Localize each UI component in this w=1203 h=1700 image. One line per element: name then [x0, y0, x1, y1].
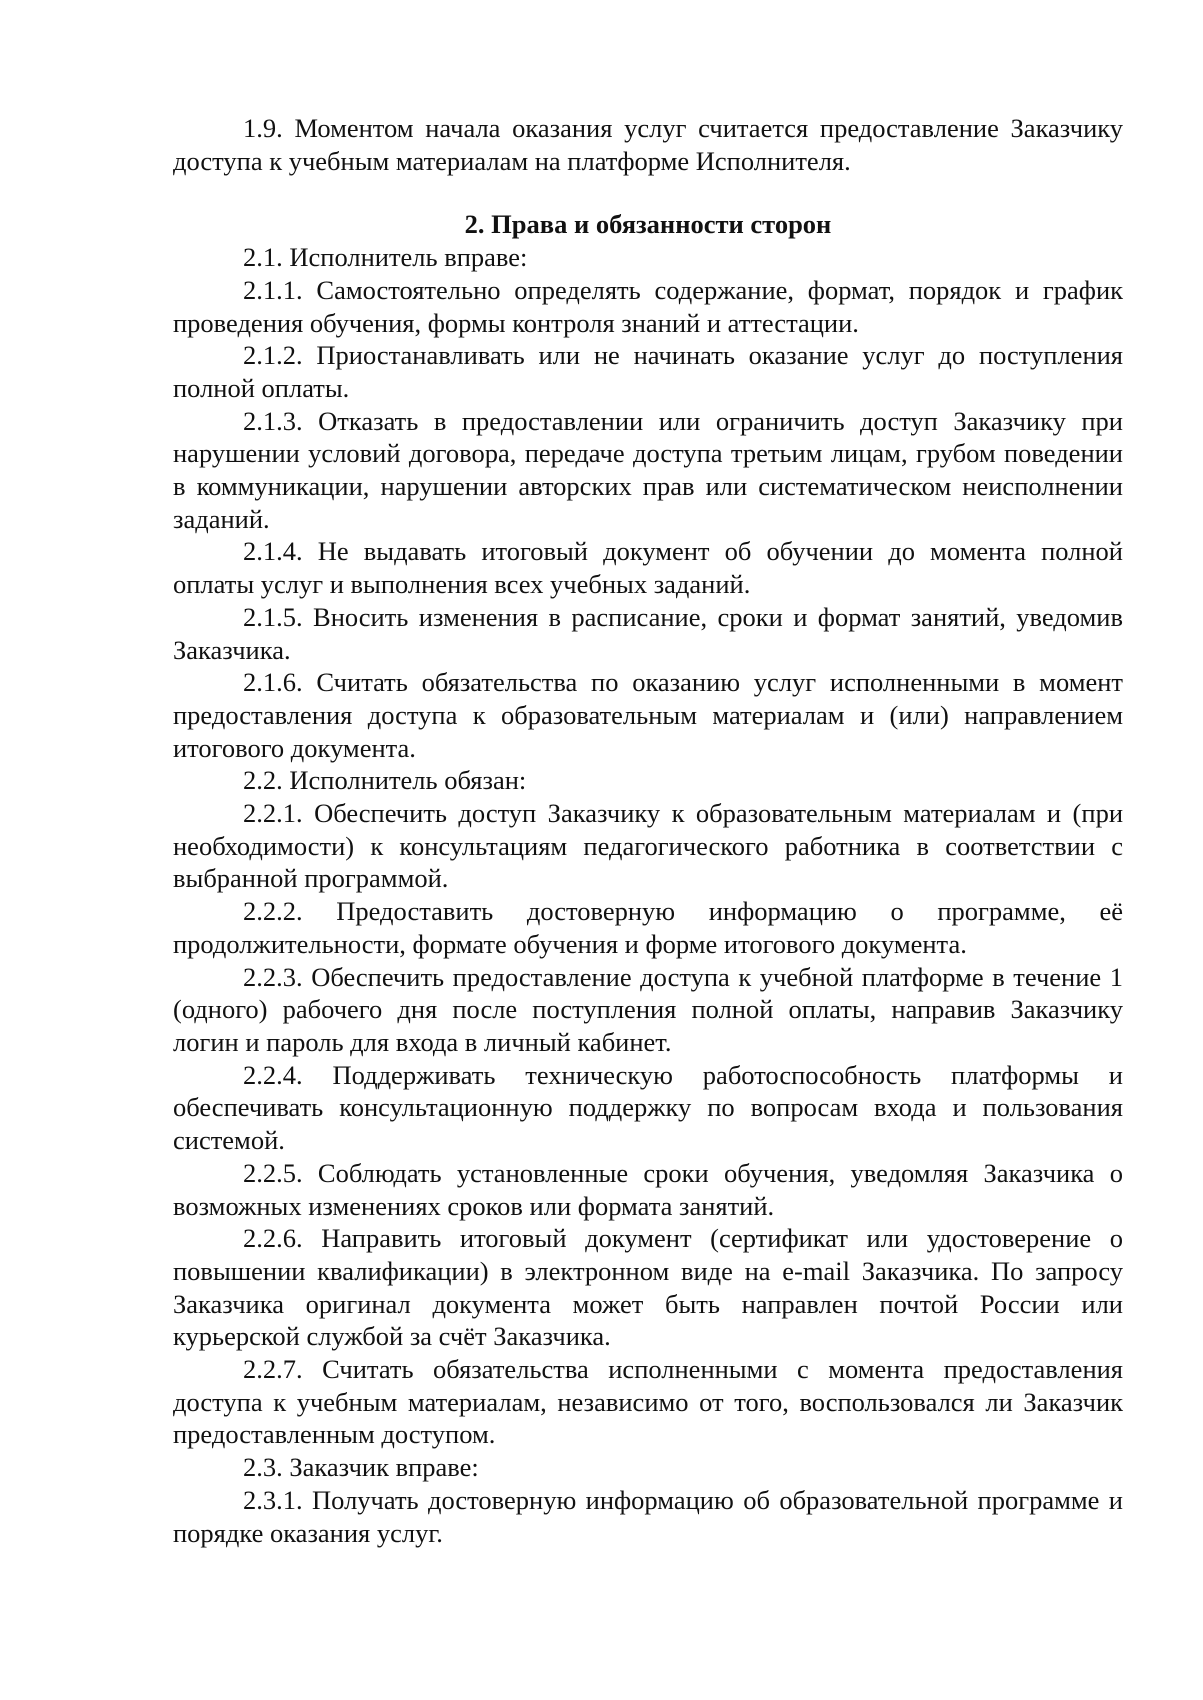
document-page	[173, 112, 1123, 1549]
clause-2-1-5: 2.1.5. Вносить изменения в расписание, сроки и формат занятий, уведомив Заказчика.	[173, 601, 1123, 665]
clause-2-2: 2.2. Исполнитель обязан:	[243, 765, 527, 796]
section-title: 2. Права и обязанности сторон	[464, 209, 832, 240]
clause-2-1-3: 2.1.3. Отказать в предоставлении или ограничить доступ Заказчику при нарушении условий договора, передаче доступа третьим лицам, грубом поведении в коммуникации, нарушении авторских прав или систематическом неисполнении заданий.	[173, 405, 1123, 534]
clause-2-3-1: 2.3.1. Получать достоверную информацию об образовательной программе и порядке оказания услуг.	[173, 1484, 1123, 1548]
clause-2-1: 2.1. Исполнитель вправе:	[243, 242, 528, 273]
clause-2-2-6: 2.2.6. Направить итоговый документ (сертификат или удостоверение о повышении квалификации) в электронном виде на e-mail Заказчика. По запросу Заказчика оригинал документа может быть направлен почтой России или курьерской службой за счёт Заказчика.	[173, 1223, 1123, 1352]
clause-1-9: 1.9. Моментом начала оказания услуг считается предоставление Заказчику доступа к учебным материалам на платформе Исполнителя.	[173, 113, 1123, 176]
clause-2-2-7: 2.2.7. Считать обязательства исполненными с момента предоставления доступа к учебным материалам, независимо от того, воспользовался ли Заказчик предоставленным доступом.	[173, 1354, 1123, 1450]
clause-2-1-2: 2.1.2. Приостанавливать или не начинать оказание услуг до поступления полной оплаты.	[173, 340, 1123, 403]
clause-2-2-4: 2.2.4. Поддерживать техническую работоспособность платформы и обеспечивать консультационную поддержку по вопросам входа и пользования системой.	[173, 1059, 1123, 1156]
clause-2-2-2: 2.2.2. Предоставить достоверную информацию о программе, её продолжительности, формате обучения и форме итогового документа.	[173, 896, 1123, 959]
clause-2-2-3: 2.2.3. Обеспечить предоставление доступа к учебной платформе в течение 1 (одного) рабочего дня после поступления полной оплаты, направив Заказчику логин и пароль для входа в личный кабинет.	[173, 961, 1123, 1057]
clause-2-2-5: 2.2.5. Соблюдать установленные сроки обучения, уведомляя Заказчика о возможных изменениях сроков или формата занятий.	[173, 1157, 1123, 1221]
clause-2-2-1: 2.2.1. Обеспечить доступ Заказчику к образовательным материалам и (при необходимости) к консультациям педагогического работника в соответствии с выбранной программой.	[173, 798, 1123, 894]
clause-2-1-6: 2.1.6. Считать обязательства по оказанию услуг исполненными в момент предоставления доступа к образовательным материалам и (или) направлением итогового документа.	[173, 667, 1123, 763]
clause-2-1-4: 2.1.4. Не выдавать итоговый документ об обучении до момента полной оплаты услуг и выполнения всех учебных заданий.	[173, 536, 1123, 600]
clause-2-1-1: 2.1.1. Самостоятельно определять содержание, формат, порядок и график проведения обучения, формы контроля знаний и аттестации.	[173, 274, 1123, 338]
clause-2-3: 2.3. Заказчик вправе:	[243, 1452, 479, 1483]
